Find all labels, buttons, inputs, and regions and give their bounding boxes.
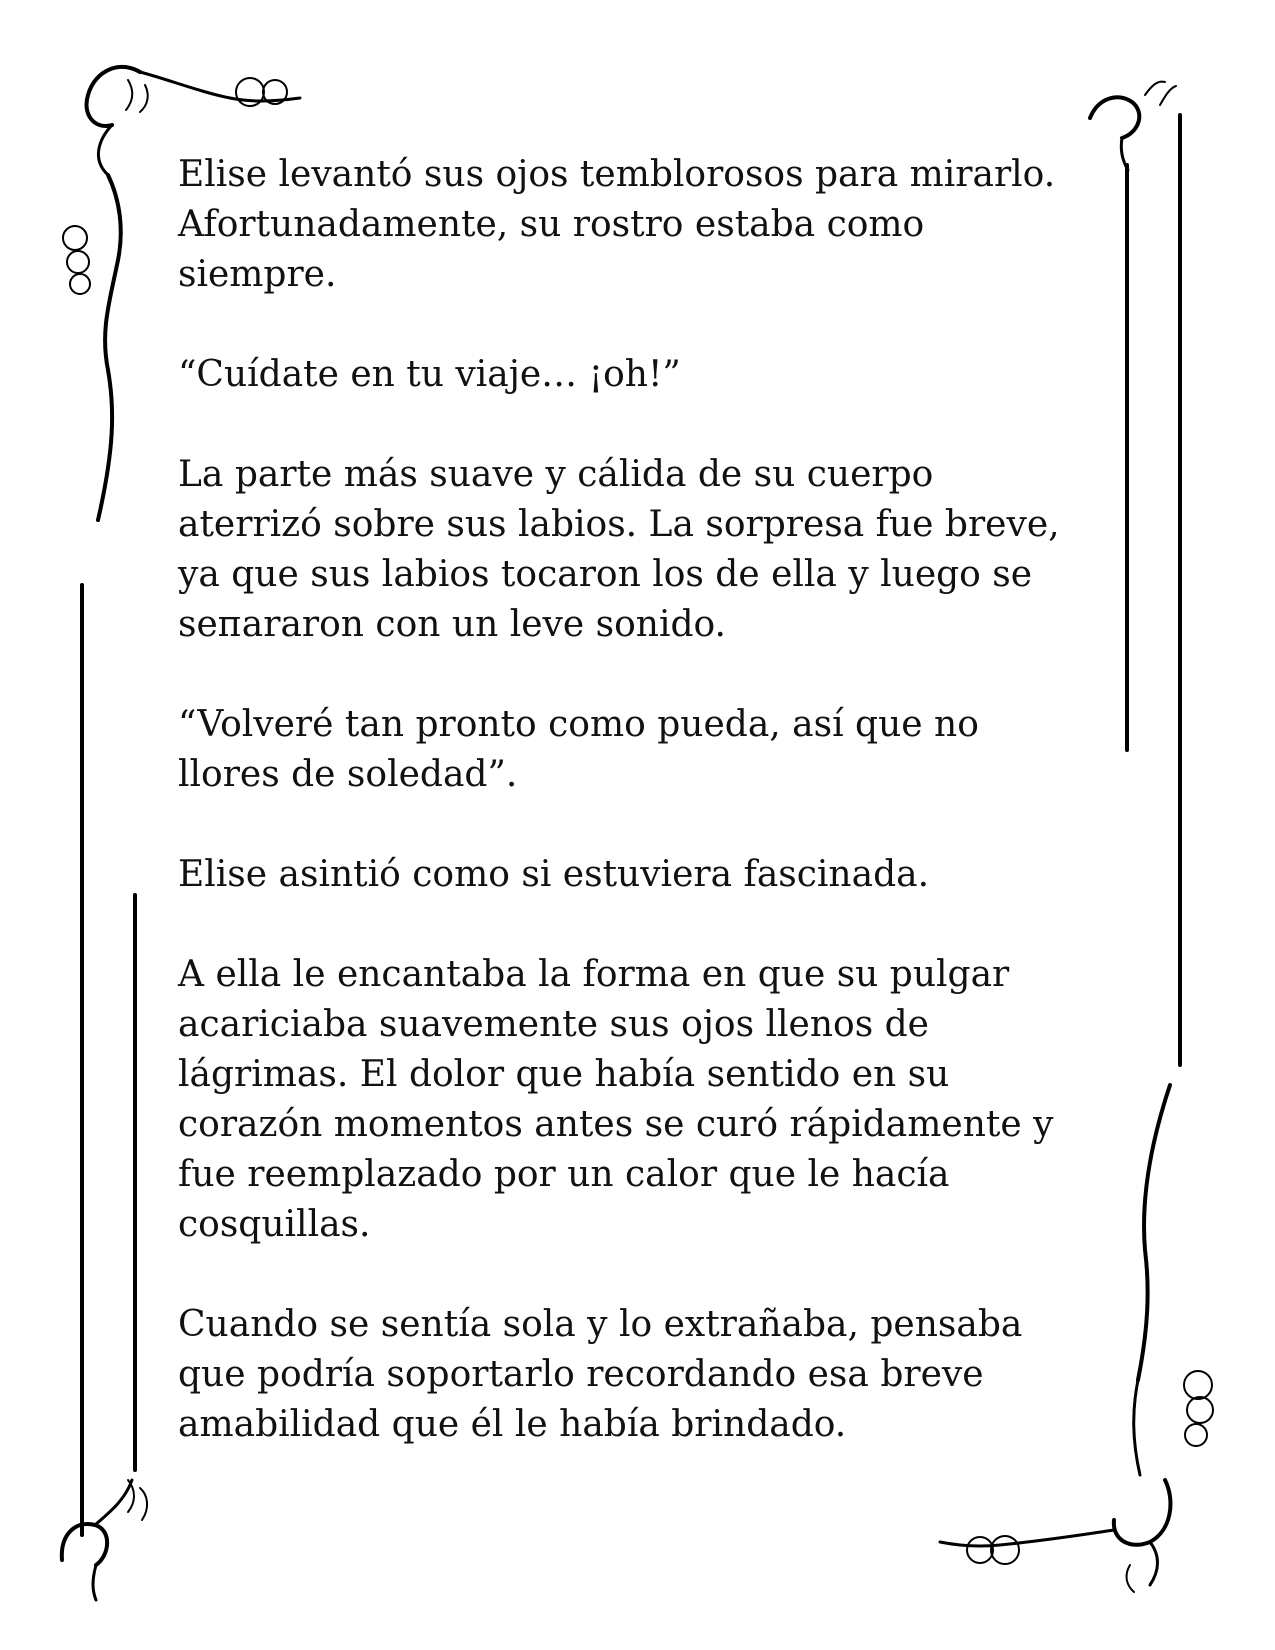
- paragraph: Elise asintió como si estuviera fascinada.: [178, 854, 930, 895]
- paragraph: “Cuídate en tu viaje… ¡oh!”: [178, 354, 681, 395]
- paragraph: La parte más suave y cálida de su cuerpo aterrizó sobre sus labios. La sorpresa fue breve, ya que sus labios tocaron los de ella y luego se seпararon con un leve sonido.: [178, 454, 1060, 645]
- story-text: [178, 150, 1108, 1500]
- paragraph: Cuando se sentía sola y lo extrañaba, pensaba que podría soportarlo recordando esa breve amabilidad que él le había brindado.: [178, 1304, 1023, 1445]
- flourish-bottom-left-icon: [62, 1480, 147, 1600]
- paragraph: “Volveré tan pronto como pueda, así que no llores de soledad”.: [178, 704, 979, 795]
- paragraph: A ella le encantaba la forma en que su pulgar acariciaba suavemente sus ojos llenos de lágrimas. El dolor que había sentido en su corazón momentos antes se curó rápidamente y fue reemplazado por un calor que le hacía cosquillas.: [178, 954, 1054, 1245]
- paragraph: Elise levantó sus ojos temblorosos para mirarlo. Afortunadamente, su rostro estaba como siempre.: [178, 154, 1056, 295]
